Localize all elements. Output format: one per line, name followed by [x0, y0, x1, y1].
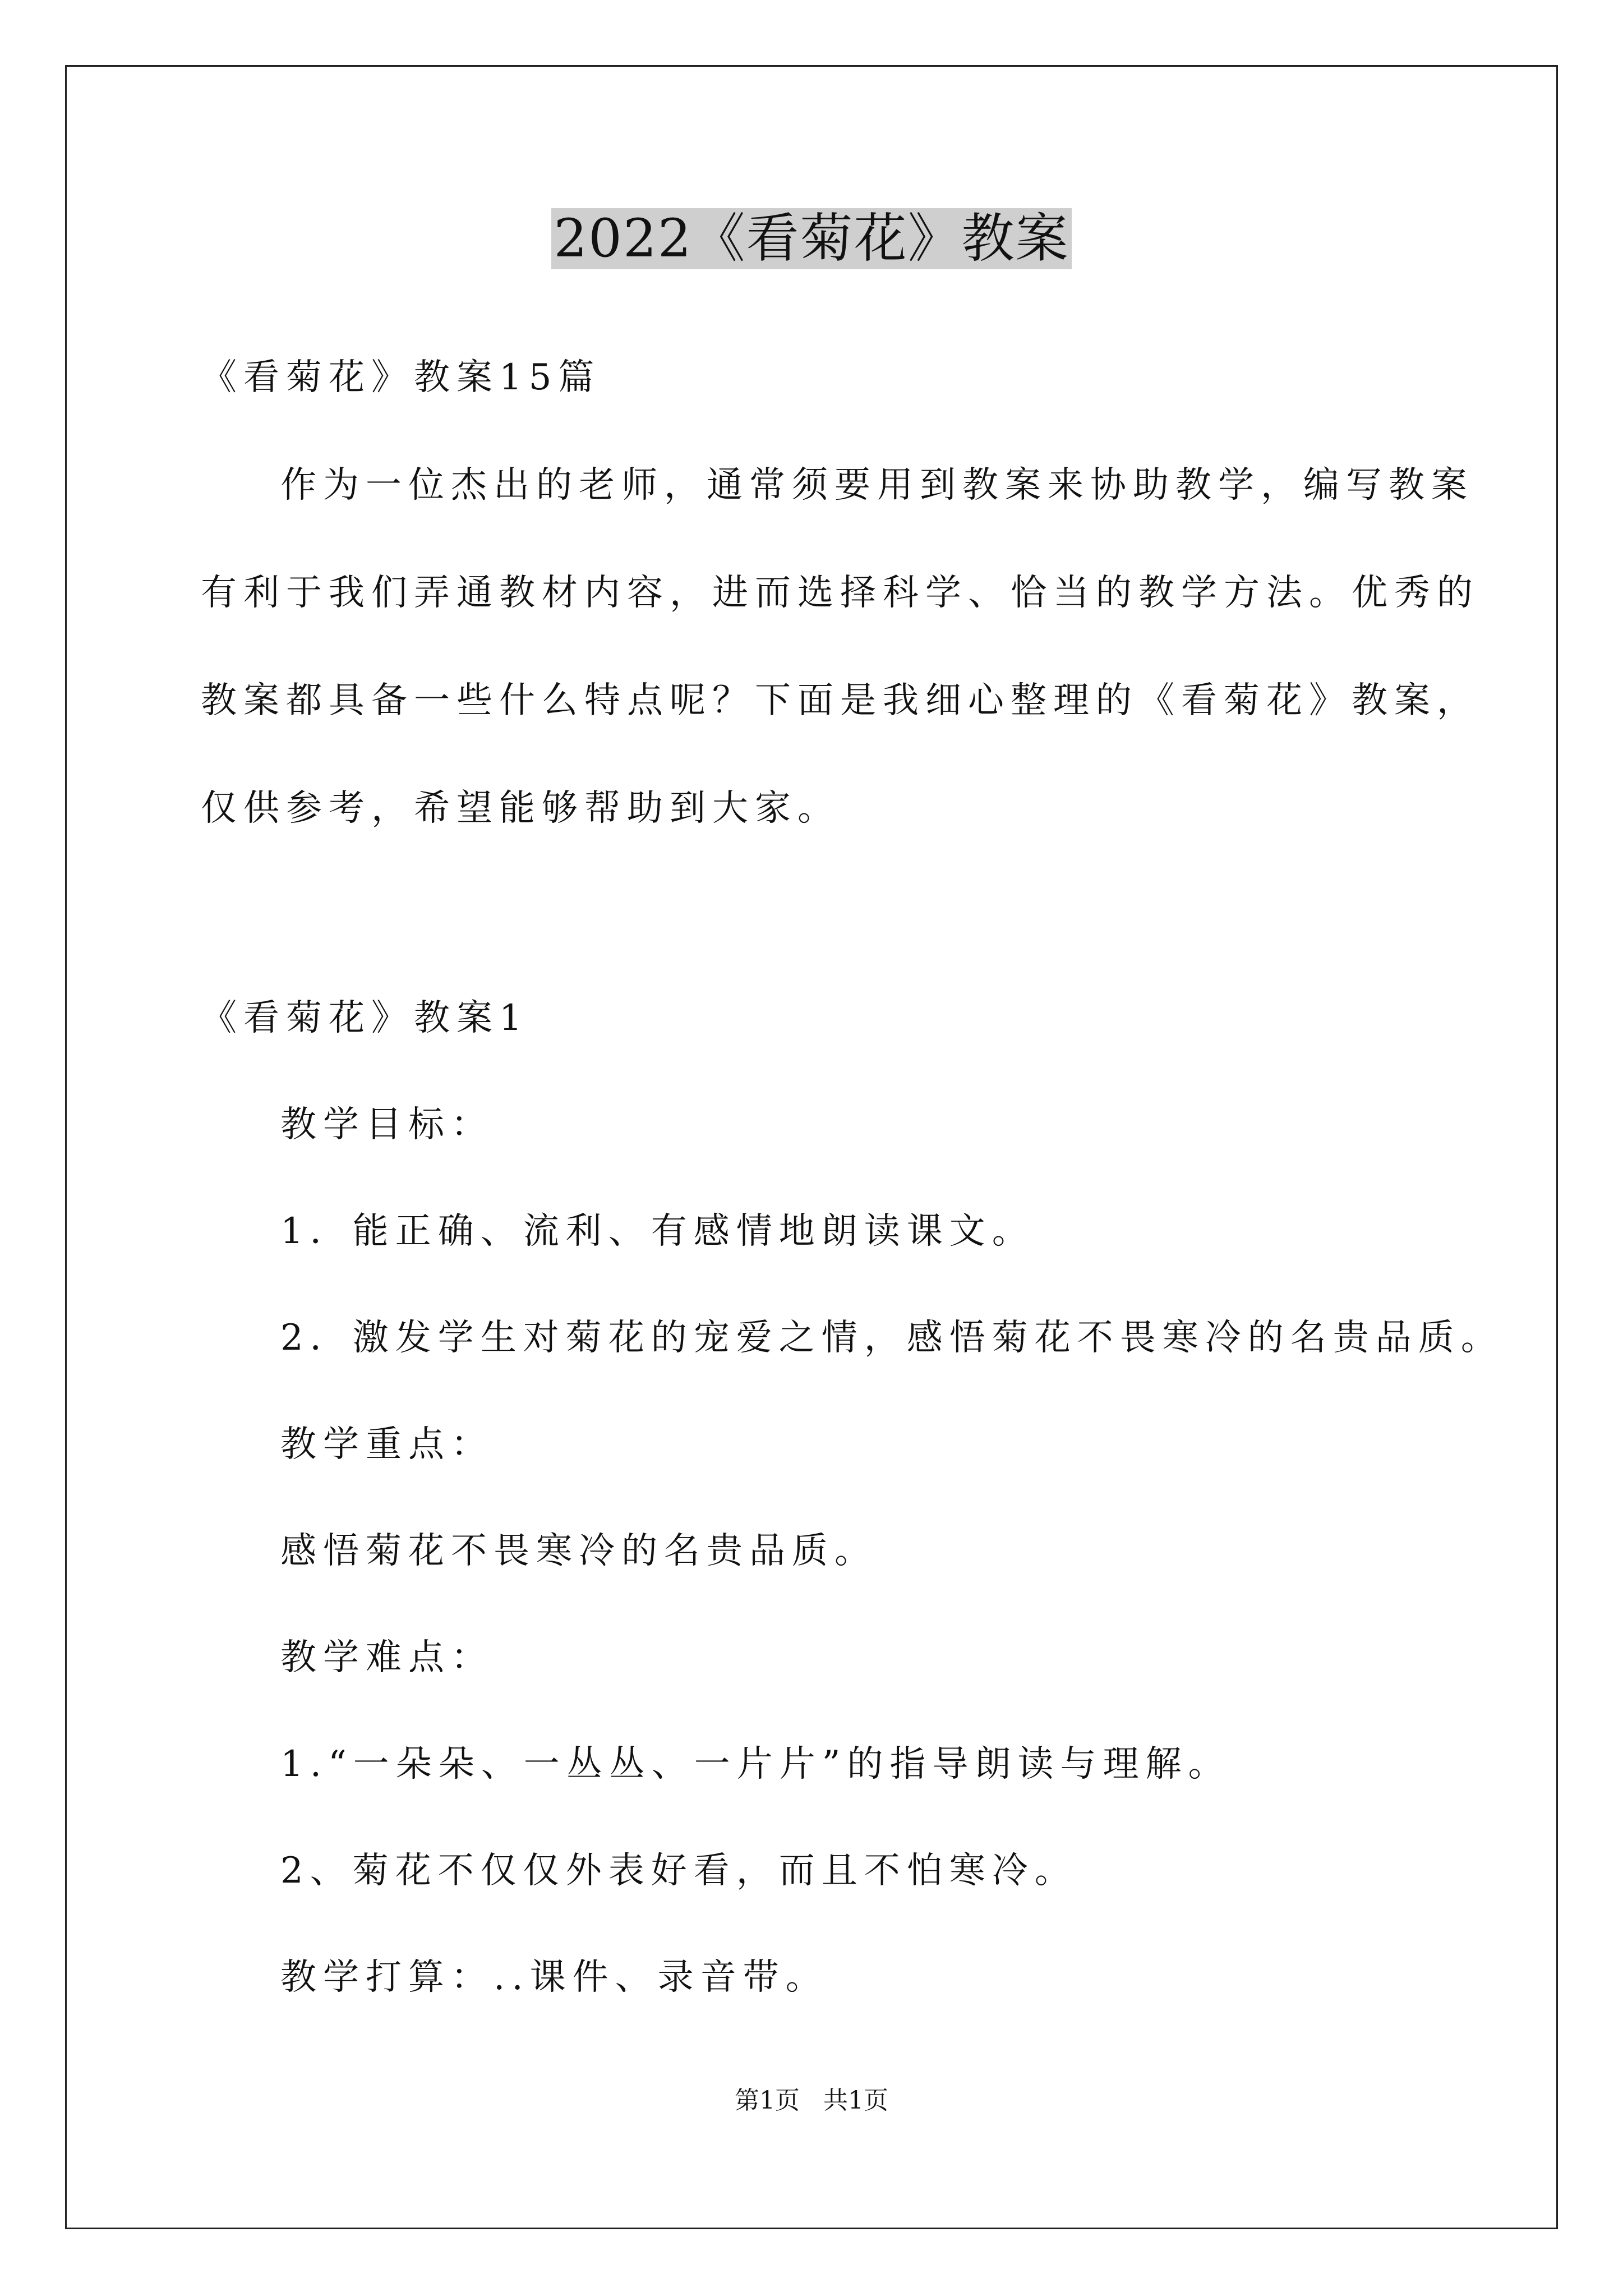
- document-title: 2022《看菊花》教案: [0, 200, 1623, 278]
- body-line: 感悟菊花不畏寒冷的名贵品质。: [280, 1530, 877, 1572]
- body-line: 2、菊花不仅仅外表好看，而且不怕寒冷。: [280, 1850, 1077, 1892]
- page-footer: 第1页 共1页: [735, 2086, 888, 2115]
- body-line: 教学重点：: [280, 1424, 494, 1465]
- body-line: 2．激发学生对菊花的宠爱之情，感悟菊花不畏寒冷的名贵品质。: [280, 1317, 1504, 1359]
- section-heading: 《看菊花》教案1: [201, 997, 529, 1039]
- intro-line-1: 作为一位杰出的老师，通常须要用到教案来协助教学，编写教案: [280, 464, 1474, 506]
- body-line: 教学打算：..课件、录音带。: [280, 1957, 828, 1998]
- document-subtitle: 《看菊花》教案15篇: [201, 357, 601, 398]
- intro-line-2: 有利于我们弄通教材内容，进而选择科学、恰当的教学方法。优秀的: [201, 572, 1479, 614]
- body-line: 1.“一朵朵、一丛丛、一片片”的指导朗读与理解。: [280, 1743, 1231, 1785]
- body-line: 1．能正确、流利、有感情地朗读课文。: [280, 1211, 1035, 1252]
- intro-line-3: 教案都具备一些什么特点呢？下面是我细心整理的《看菊花》教案，: [201, 680, 1479, 721]
- body-line: 教学难点：: [280, 1637, 494, 1678]
- body-line: 教学目标：: [280, 1104, 494, 1145]
- intro-line-4: 仅供参考，希望能够帮助到大家。: [201, 788, 840, 829]
